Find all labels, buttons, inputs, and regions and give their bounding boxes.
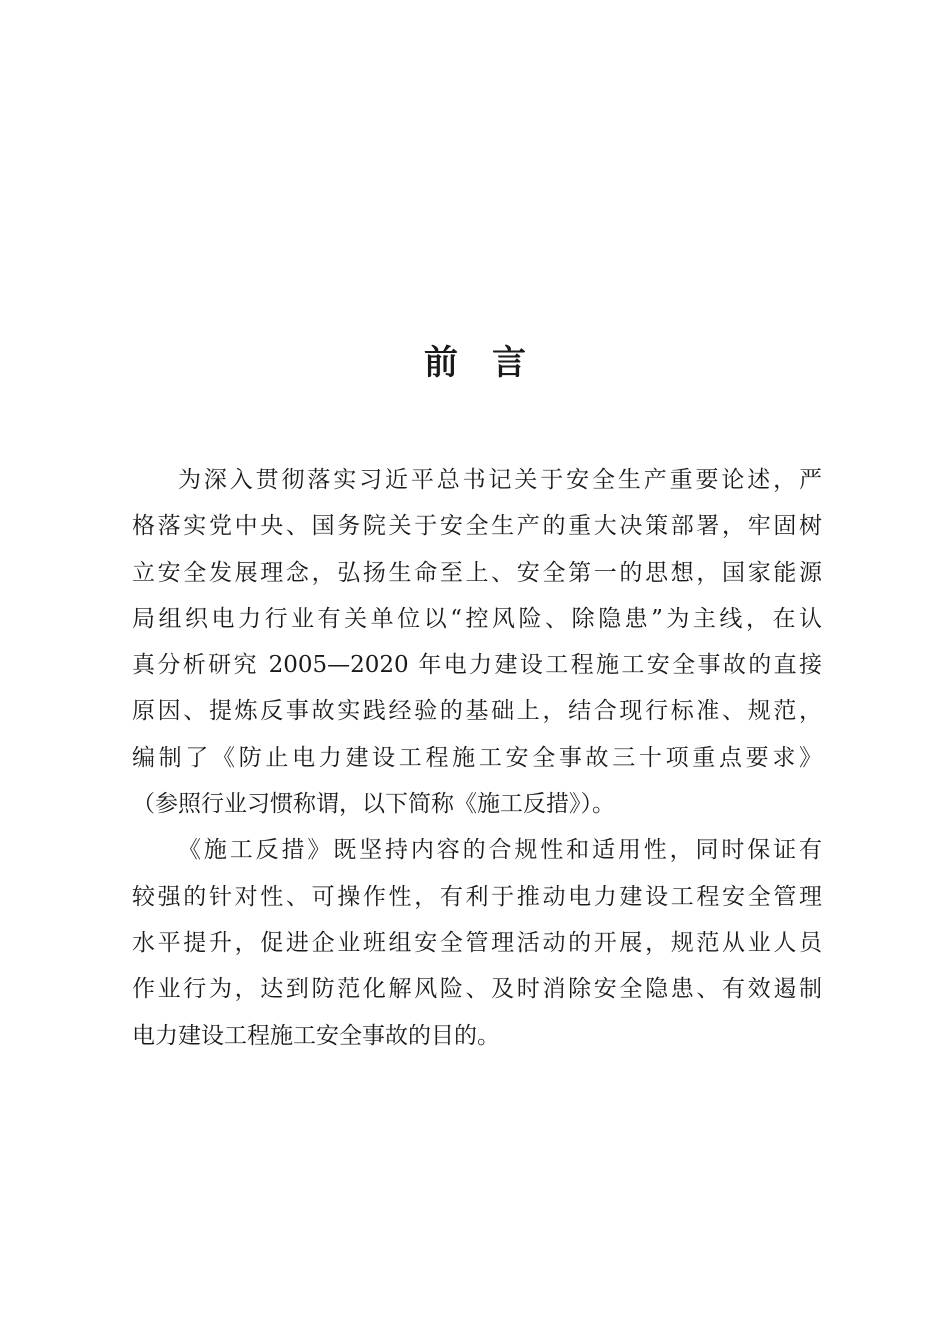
paragraph-line: 水平提升，促进企业班组安全管理活动的开展，规范从业人员 — [132, 929, 822, 956]
paragraph-line: 原因、提炼反事故实践经验的基础上，结合现行标准、规范， — [132, 698, 822, 725]
paragraph-line: 电力建设工程施工安全事故的目的。 — [132, 1022, 500, 1049]
paragraph-line: 真分析研究 2005—2020 年电力建设工程施工安全事故的直接 — [132, 652, 822, 679]
paragraph-2 — [132, 827, 822, 1058]
paragraph-line: 作业行为，达到防范化解风险、及时消除安全隐患、有效遏制 — [132, 976, 822, 1003]
title-char-2: 言 — [492, 343, 526, 383]
paragraph-line: （参照行业习惯称谓，以下简称《施工反措》）。 — [132, 791, 615, 818]
paragraph-line: 较强的针对性、可操作性，有利于推动电力建设工程安全管理 — [132, 883, 822, 910]
paragraph-1 — [132, 457, 822, 827]
paragraph-line: 为深入贯彻落实习近平总书记关于安全生产重要论述，严 — [178, 467, 822, 493]
title-char-1: 前 — [424, 343, 458, 383]
paragraph-line: 编制了《防止电力建设工程施工安全事故三十项重点要求》 — [132, 744, 822, 771]
paragraph-line: 局组织电力行业有关单位以“控风险、除隐患”为主线，在认 — [132, 605, 822, 632]
paragraph-line: 立安全发展理念，弘扬生命至上、安全第一的思想，国家能源 — [132, 559, 822, 586]
paragraph-line: 《施工反措》既坚持内容的合规性和适用性，同时保证有 — [178, 837, 822, 864]
page-title — [0, 338, 950, 388]
preface-body — [132, 457, 822, 1059]
paragraph-line: 格落实党中央、国务院关于安全生产的重大决策部署，牢固树 — [132, 513, 822, 540]
